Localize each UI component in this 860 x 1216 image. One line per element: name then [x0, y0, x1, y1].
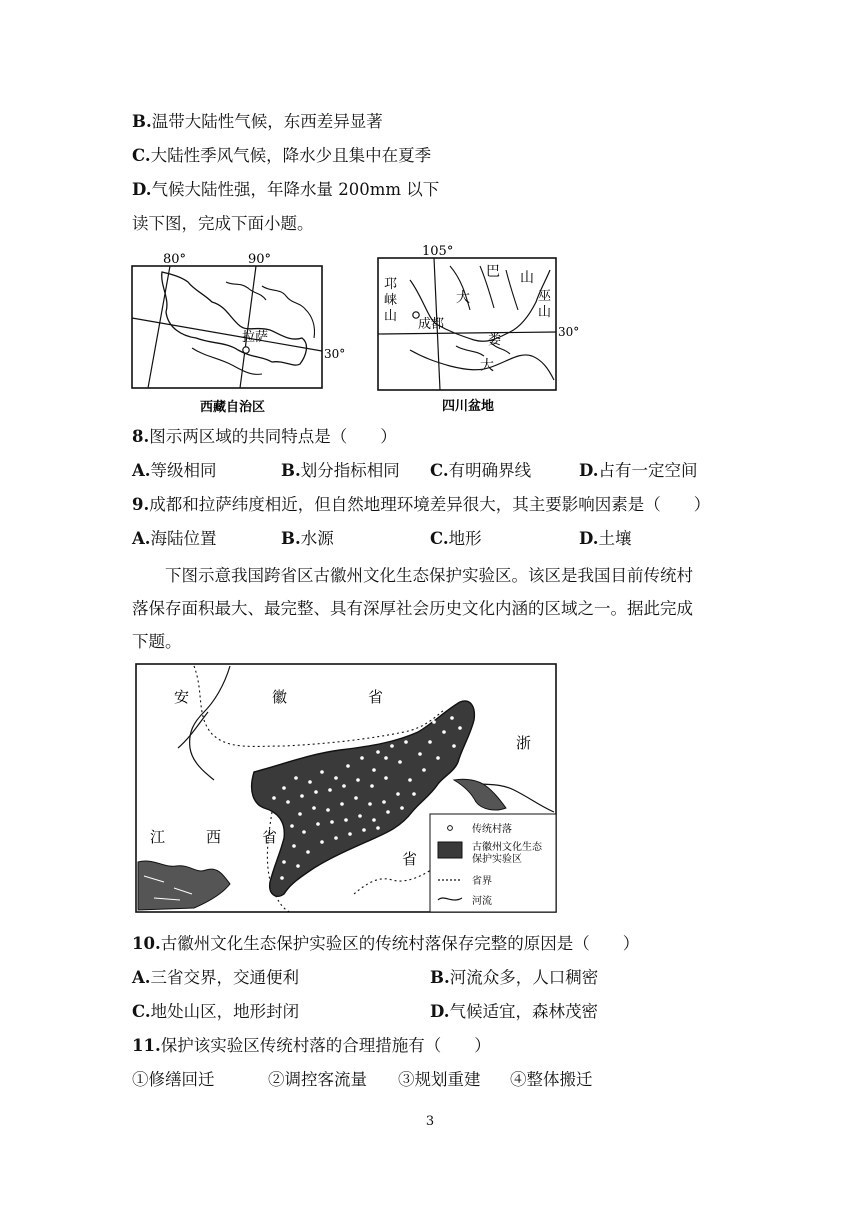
legend-river: 河流 — [472, 896, 492, 907]
wushan-label-2: 山 — [538, 305, 552, 320]
q9-option-b: B.水源 — [281, 529, 334, 548]
village-dot — [290, 886, 294, 890]
village-dot — [428, 740, 432, 744]
village-dot — [418, 752, 422, 756]
jiangxi-label-2: 西 — [206, 828, 222, 846]
village-dot — [452, 744, 456, 748]
village-dot — [316, 822, 320, 826]
qionglai-label-3: 山 — [384, 309, 398, 324]
prev-option-b: B.温带大陆性气候，东西差异显著 — [132, 112, 383, 131]
q10-option-b: B.河流众多，人口稠密 — [430, 968, 599, 987]
prev-option-c: C.大陆性季风气候，降水少且集中在夏季 — [132, 146, 432, 165]
village-dot — [382, 800, 386, 804]
q10-option-c: C.地处山区，地形封闭 — [132, 1002, 300, 1021]
qionglai-label-2: 崃 — [384, 293, 398, 308]
village-dot — [344, 818, 348, 822]
village-dot — [376, 750, 380, 754]
village-dot — [320, 840, 324, 844]
village-dot — [354, 796, 358, 800]
village-dot — [290, 824, 294, 828]
village-dot — [398, 760, 402, 764]
huizhou-map — [134, 662, 560, 916]
q8-option-d: D.占有一定空间 — [579, 461, 698, 480]
intro-huizhou-paragraph: 下图示意我国跨省区古徽州文化生态保护实验区。该区是我国目前传统村 落保存面积最大、最完整、具有深厚社会历史文化内涵的区域之一。据此完成 下题。 — [132, 566, 693, 651]
anhui-label-1: 安 — [174, 688, 190, 706]
village-dot — [368, 802, 372, 806]
legend-zone-1: 古徽州文化生态 — [472, 842, 542, 853]
village-dot — [356, 778, 360, 782]
village-dot — [272, 796, 276, 800]
village-dot — [280, 876, 284, 880]
village-dot — [346, 764, 350, 768]
zhejiang-label: 浙 — [516, 734, 532, 752]
village-dot — [334, 836, 338, 840]
legend-village: 传统村落 — [472, 824, 512, 835]
sichuan-lon-105-label: 105° — [422, 244, 454, 259]
village-dot — [408, 778, 412, 782]
village-dot — [292, 844, 296, 848]
q11-measure-3: ③规划重建 — [398, 1070, 481, 1089]
q9-option-d: D.土壤 — [579, 529, 632, 548]
village-dot — [348, 832, 352, 836]
village-dot — [298, 812, 302, 816]
daba-label-1: 大 — [456, 290, 470, 306]
wushan-label-1: 巫 — [538, 289, 552, 304]
lhasa-marker — [243, 347, 249, 353]
q10-stem: 10.古徽州文化生态保护实验区的传统村落保存完整的原因是（ ） — [132, 934, 640, 953]
village-dot — [326, 808, 330, 812]
tibet-map — [130, 246, 346, 416]
sichuan-lat-30-label: 30° — [558, 325, 580, 339]
village-dot — [334, 776, 338, 780]
village-dot — [282, 860, 286, 864]
q11-measure-4: ④整体搬迁 — [510, 1070, 593, 1089]
jiangxi-label-1: 江 — [150, 828, 166, 846]
village-dot — [412, 792, 416, 796]
village-dot — [442, 730, 446, 734]
daloushan-label-1: 娄 — [488, 333, 502, 348]
q10-option-d: D.气候适宜，森林茂密 — [430, 1002, 598, 1021]
village-dot — [450, 716, 454, 720]
village-dot — [308, 780, 312, 784]
q10-option-a: A.三省交界，交通便利 — [132, 968, 300, 987]
village-dot — [404, 740, 408, 744]
village-dot — [372, 768, 376, 772]
village-dot — [294, 776, 298, 780]
legend-zone-2: 保护实验区 — [472, 854, 522, 865]
village-dot — [342, 784, 346, 788]
village-dot — [302, 830, 306, 834]
q8-option-b: B.划分指标相同 — [281, 461, 400, 480]
village-dot — [396, 792, 400, 796]
anhui-label-3: 省 — [368, 688, 384, 706]
village-dot — [340, 802, 344, 806]
village-dot — [286, 800, 290, 804]
tibet-lat-30-label: 30° — [324, 347, 346, 361]
daloushan-label-2: 大 — [480, 358, 494, 374]
village-dot — [376, 826, 380, 830]
village-dot — [328, 788, 332, 792]
q8-stem: 8.图示两区域的共同特点是（ ） — [132, 427, 397, 446]
sichuan-map — [370, 240, 590, 416]
village-dot — [360, 756, 364, 760]
village-dot — [436, 756, 440, 760]
village-dot — [282, 786, 286, 790]
village-dot — [386, 810, 390, 814]
prev-option-d: D.气候大陆性强，年降水量 200mm 以下 — [132, 180, 440, 199]
chengdu-label: 成都 — [418, 317, 445, 332]
village-dot — [330, 820, 334, 824]
village-dot — [372, 818, 376, 822]
q9-stem: 9.成都和拉萨纬度相近，但自然地理环境差异很大，其主要影响因素是（ ） — [132, 495, 711, 514]
q8-option-a: A.等级相同 — [132, 461, 217, 480]
village-dot — [400, 806, 404, 810]
village-dot — [314, 790, 318, 794]
village-dot — [384, 776, 388, 780]
village-dot — [358, 814, 362, 818]
daba-label-2: 巴 — [486, 264, 500, 280]
tibet-lon-90-label: 90° — [248, 252, 272, 267]
q8-option-c: C.有明确界线 — [430, 461, 532, 480]
village-dot — [458, 726, 462, 730]
q11-measure-2: ②调控客流量 — [268, 1070, 367, 1089]
q9-option-c: C.地形 — [430, 529, 482, 548]
village-dot — [320, 770, 324, 774]
qionglai-label-1: 邛 — [384, 277, 398, 292]
village-dot — [300, 794, 304, 798]
legend-border: 省界 — [472, 876, 492, 887]
village-dot — [362, 828, 366, 832]
q11-measure-1: ①修缮回迁 — [132, 1070, 215, 1089]
village-dot — [296, 864, 300, 868]
village-dot — [312, 806, 316, 810]
tibet-lon-80-label: 80° — [163, 252, 187, 267]
daba-label-3: 山 — [520, 270, 534, 286]
zhejiang-label-2: 省 — [402, 850, 418, 868]
village-dot — [432, 720, 436, 724]
village-dot — [390, 744, 394, 748]
anhui-label-2: 徽 — [272, 688, 288, 706]
village-dot — [306, 850, 310, 854]
tibet-caption: 西藏自治区 — [200, 400, 266, 415]
village-dot — [384, 756, 388, 760]
village-dot — [370, 784, 374, 788]
q9-option-a: A.海陆位置 — [132, 529, 217, 548]
page-number: 3 — [425, 1114, 435, 1129]
jiangxi-label-3: 省 — [262, 828, 278, 846]
village-dot — [422, 768, 426, 772]
intro-read-map: 读下图，完成下面小题。 — [132, 214, 314, 233]
lhasa-label: 拉萨 — [242, 330, 269, 345]
sichuan-caption: 四川盆地 — [442, 399, 495, 414]
q11-stem: 11.保护该实验区传统村落的合理措施有（ ） — [132, 1036, 491, 1055]
